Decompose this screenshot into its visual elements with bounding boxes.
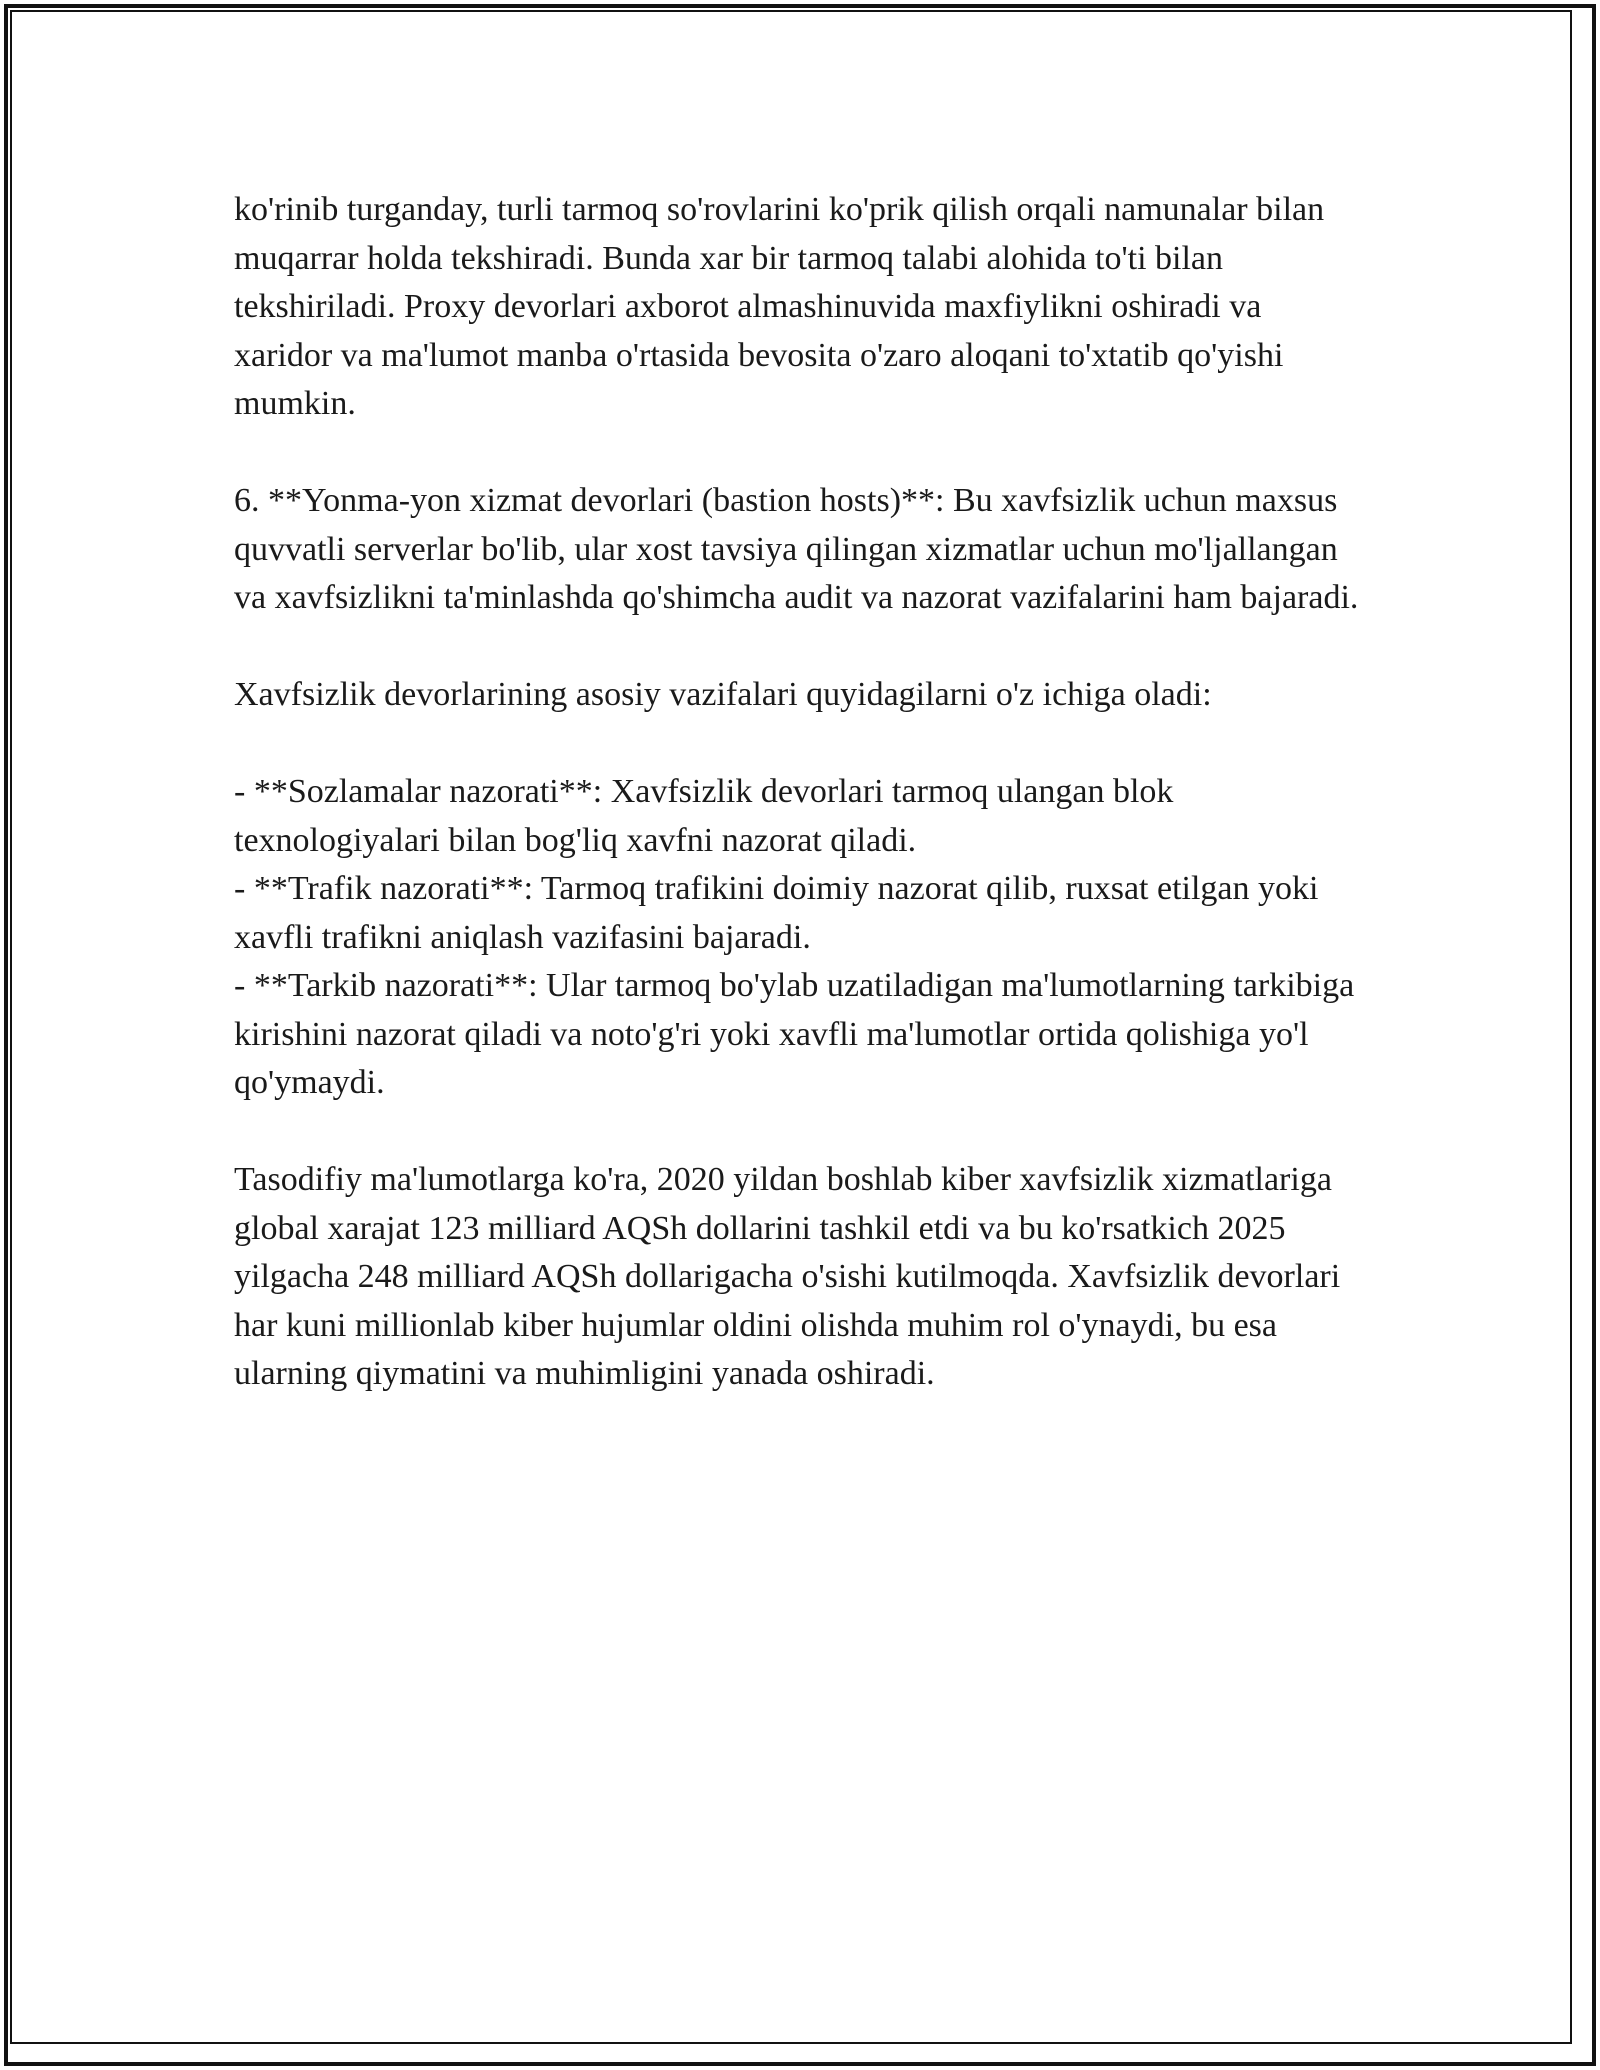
document-body xyxy=(234,186,1364,1447)
paragraph-statistics: Tasodifiy ma'lumotlarga ko'ra, 2020 yildan boshlab kiber xavfsizlik xizmatlariga global xarajat 123 milliard AQSh dollarini tashkil etdi va bu ko'rsatkich 2025 yilgacha 248 milliard AQSh dollarigacha o'sishi kutilmoqda. Xavfsizlik devorlari har kuni millionlab kiber hujumlar oldini olishda muhim rol o'ynaydi, bu esa ularning qiymatini va muhimligini yanada oshiradi. xyxy=(234,1161,1341,1392)
functions-list xyxy=(234,768,1364,1108)
list-item-traffic-control: - **Trafik nazorati**: Tarmoq trafikini doimiy nazorat qilib, ruxsat etilgan yoki xavfli trafikni aniqlash vazifasini bajaradi. xyxy=(234,870,1319,956)
list-item-settings-control: - **Sozlamalar nazorati**: Xavfsizlik devorlari tarmoq ulangan blok texnologiyalari bilan bog'liq xavfni nazorat qiladi. xyxy=(234,773,1174,859)
paragraph-main-functions-intro: Xavfsizlik devorlarining asosiy vazifalari quyidagilarni o'z ichiga oladi: xyxy=(234,676,1212,713)
paragraph-proxy-firewalls: ko'rinib turganday, turli tarmoq so'rovlarini ko'prik qilish orqali namunalar bilan muqarrar holda tekshiradi. Bunda xar bir tarmoq talabi alohida to'ti bilan tekshiriladi. Proxy devorlari axborot almashinuvida maxfiylikni oshiradi va xaridor va ma'lumot manba o'rtasida bevosita o'zaro aloqani to'xtatib qo'yishi mumkin. xyxy=(234,191,1325,422)
list-item-content-control: - **Tarkib nazorati**: Ular tarmoq bo'ylab uzatiladigan ma'lumotlarning tarkibiga kirishini nazorat qiladi va noto'g'ri yoki xavfli ma'lumotlar ortida qolishiga yo'l qo'ymaydi. xyxy=(234,967,1355,1101)
paragraph-bastion-hosts: 6. **Yonma-yon xizmat devorlari (bastion hosts)**: Bu xavfsizlik uchun maxsus quvvatli serverlar bo'lib, ular xost tavsiya qilingan xizmatlar uchun mo'ljallangan va xavfsizlikni ta'minlashda qo'shimcha audit va nazorat vazifalarini ham bajaradi. xyxy=(234,482,1359,616)
